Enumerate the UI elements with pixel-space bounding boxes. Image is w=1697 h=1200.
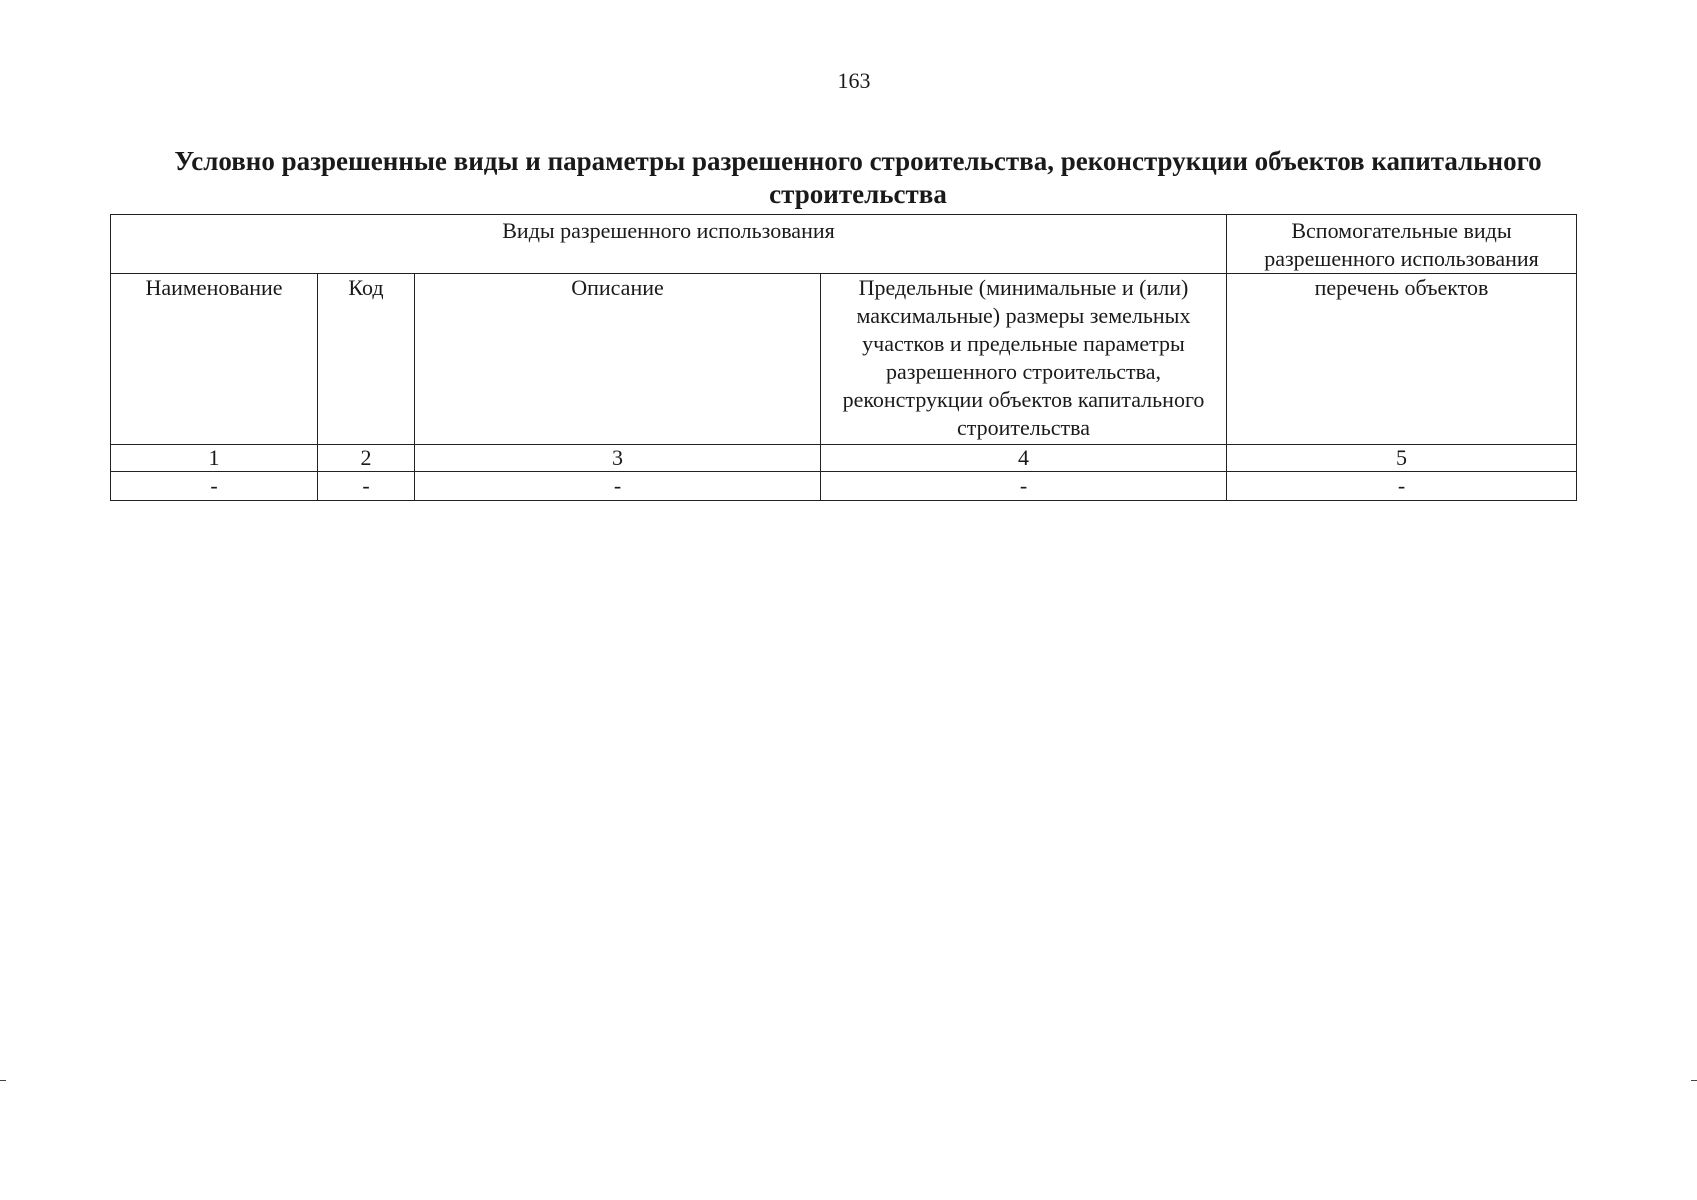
column-header-code: Код (318, 274, 415, 445)
column-number: 1 (111, 445, 318, 472)
permitted-use-table (110, 214, 1577, 501)
column-header-parameters: Предельные (минимальные и (или) максимальные) размеры земельных участков и предельные параметры разрешенного строительства, реконструкции объектов капитального строительства (821, 274, 1227, 445)
scan-edge-mark (0, 1080, 6, 1081)
group-header-permitted-use: Виды разрешенного использования (111, 215, 1227, 274)
column-number: 4 (821, 445, 1227, 472)
table-cell: - (821, 472, 1227, 501)
column-number: 5 (1227, 445, 1577, 472)
table-cell: - (111, 472, 318, 501)
table-column-number-row (111, 445, 1577, 472)
page-title: Условно разрешенные виды и параметры разрешенного строительства, реконструкции объектов капитального строительства (174, 146, 1542, 209)
column-number: 3 (415, 445, 821, 472)
table-group-header-row (111, 215, 1577, 274)
column-header-object-list: перечень объектов (1227, 274, 1577, 445)
page-number: 163 (837, 68, 871, 93)
table-cell: - (318, 472, 415, 501)
group-header-auxiliary-use: Вспомогательные виды разрешенного использования (1227, 215, 1577, 274)
scan-edge-mark (1691, 1080, 1697, 1081)
column-header-description: Описание (415, 274, 821, 445)
table-column-header-row (111, 274, 1577, 445)
table-cell: - (415, 472, 821, 501)
table-row (111, 472, 1577, 501)
table-cell: - (1227, 472, 1577, 501)
column-number: 2 (318, 445, 415, 472)
column-header-name: Наименование (111, 274, 318, 445)
